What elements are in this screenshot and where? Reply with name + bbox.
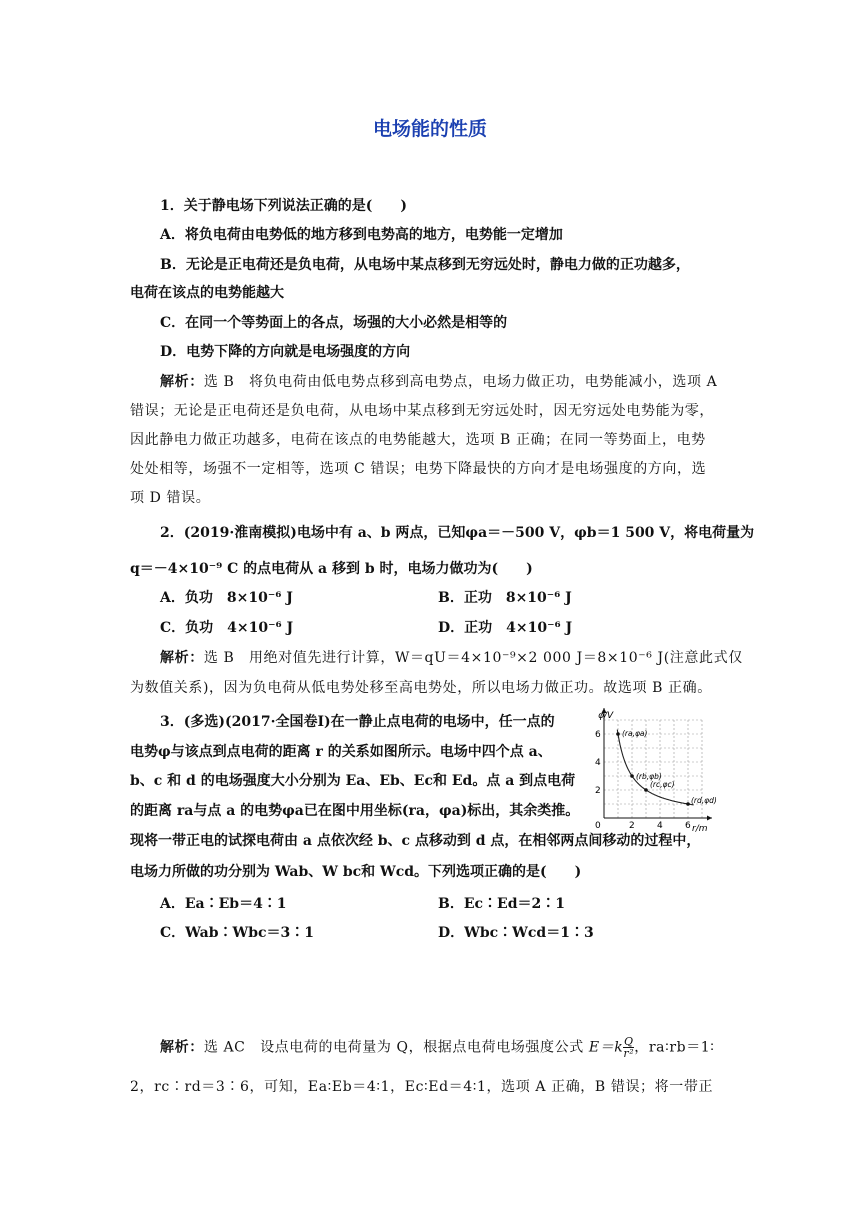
q3-analysis-line1 [160, 1036, 760, 1059]
q3-stem-line4: 的距离 ra与点 a 的电势φa已在图中用坐标(ra，φa)标出，其余类推。 [130, 803, 580, 819]
y-axis-label: φ/V [598, 711, 614, 721]
analysis-heading: 解析： [160, 1039, 204, 1056]
q1-option-c: C．在同一个等势面上的各点，场强的大小必然是相等的 [160, 315, 508, 331]
data-point-label: (ra,φa) [622, 729, 648, 738]
q3-stem-line3: b、c 和 d 的电场强度大小分别为 Ea、Eb、Ec和 Ed。点 a 到点电荷 [130, 773, 576, 789]
q1-option-b-line1: B．无论是正电荷还是负电荷，从电场中某点移到无穷远处时，静电力做的正功越多， [160, 257, 690, 273]
data-point [686, 802, 690, 806]
x-tick-label: 2 [629, 821, 635, 831]
phi-curve [617, 730, 693, 805]
x-tick-label: 6 [685, 821, 691, 831]
q2-option-a: A．负功 8×10⁻⁶ J [160, 590, 293, 606]
field-strength-formula [589, 1036, 634, 1059]
q3-stem-line2: 电势φ与该点到点电荷的距离 r 的关系如图所示。电场中四个点 a、 [130, 744, 552, 760]
q2-analysis-line1 [160, 647, 743, 669]
q1-analysis-line5: 项 D 错误。 [130, 490, 211, 506]
x-axis-label: r/m [692, 824, 708, 834]
analysis-heading: 解析： [160, 374, 204, 390]
q2-analysis-line2: 为数值关系)，因为负电荷从低电势处移至高电势处，所以电场力做正功。故选项 B 正确。 [130, 680, 712, 696]
formula-numerator: Q [624, 1035, 634, 1048]
q1-option-d: D．电势下降的方向就是电场强度的方向 [160, 344, 411, 360]
x-axis-arrow [707, 816, 712, 821]
q2-stem-line2: q＝－4×10⁻⁹ C 的点电荷从 a 移到 b 时，电场力做功为( ) [130, 561, 533, 577]
q1-analysis-text1: 选 B 将负电荷由低电势点移到高电势点，电场力做正功，电势能减小，选项 A [203, 374, 718, 390]
analysis-heading: 解析： [160, 650, 204, 666]
q2-option-b: B．正功 8×10⁻⁶ J [438, 590, 572, 606]
y-tick-label: 2 [595, 786, 601, 796]
q2-option-c: C．负功 4×10⁻⁶ J [160, 620, 294, 636]
q3-option-a: A．Ea∶Eb＝4∶1 [160, 896, 287, 912]
q3-option-b: B．Ec∶Ed＝2∶1 [438, 896, 565, 912]
q1-analysis-line1 [160, 371, 717, 393]
x-tick-label: 0 [595, 821, 601, 831]
q1-analysis-line2: 错误；无论是正电荷还是负电荷，从电场中某点移到无穷远处时，因无穷远处电势能为零， [130, 403, 714, 419]
q3-option-c: C．Wab∶Wbc＝3∶1 [160, 925, 315, 941]
data-point-label: (rd,φd) [691, 796, 717, 805]
q2-option-d: D．正功 4×10⁻⁶ J [438, 620, 573, 636]
y-tick-label: 6 [595, 730, 601, 740]
q3-stem-line1: 3．(多选)(2017·全国卷Ⅰ)在一静止点电荷的电场中，任一点的 [160, 714, 555, 730]
page-title: 电场能的性质 [372, 118, 487, 140]
q3-analysis-text1-tail: ，ra∶rb＝1∶ [634, 1039, 715, 1056]
data-point-label: (rb,φb) [636, 772, 662, 781]
x-tick-label: 4 [657, 821, 663, 831]
formula-lhs: E＝k [588, 1039, 624, 1056]
data-point [616, 732, 620, 736]
q1-option-b-line2: 电荷在该点的电势能越大 [130, 285, 284, 301]
q1-option-a: A．将负电荷由电势低的地方移到电势高的地方，电势能一定增加 [160, 227, 563, 243]
data-point-label: (rc,φc) [650, 780, 675, 789]
data-point [644, 788, 648, 792]
q3-stem-line6: 电场力所做的功分别为 Wab、W bc和 Wcd。下列选项正确的是( ) [130, 864, 582, 880]
q3-analysis-line2: 2，rc∶rd＝3∶6，可知，Ea∶Eb＝4∶1，Ec∶Ed＝4∶1，选项 A 正确，B 错误；将一带正 [130, 1079, 714, 1095]
y-tick-label: 4 [595, 758, 601, 768]
q1-analysis-line3: 因此静电力做正功越多，电荷在该点的电势能越大，选项 B 正确；在同一等势面上，电势 [130, 432, 706, 448]
q3-option-d: D．Wbc∶Wcd＝1∶3 [438, 925, 594, 941]
phi-r-graph [582, 706, 718, 836]
q2-stem-line1: 2．(2019·淮南模拟)电场中有 a、b 两点，已知φa＝－500 V，φb＝1 500 V，将电荷量为 [160, 525, 755, 541]
q1-stem: 1．关于静电场下列说法正确的是( ) [160, 198, 407, 214]
formula-denominator: r² [623, 1047, 635, 1060]
q3-analysis-text1: 选 AC 设点电荷的电荷量为 Q，根据点电荷电场强度公式 [203, 1039, 584, 1056]
q2-analysis-text1: 选 B 用绝对值先进行计算，W＝qU＝4×10⁻⁹×2 000 J＝8×10⁻⁶ J(注意此式仅 [203, 650, 743, 666]
data-point [630, 774, 634, 778]
q1-analysis-line4: 处处相等，场强不一定相等，选项 C 错误；电势下降最快的方向才是电场强度的方向，选 [130, 461, 707, 477]
q3-stem-line5: 现将一带正电的试探电荷由 a 点依次经 b、c 点移动到 d 点，在相邻两点间移动的过程中， [130, 833, 701, 849]
